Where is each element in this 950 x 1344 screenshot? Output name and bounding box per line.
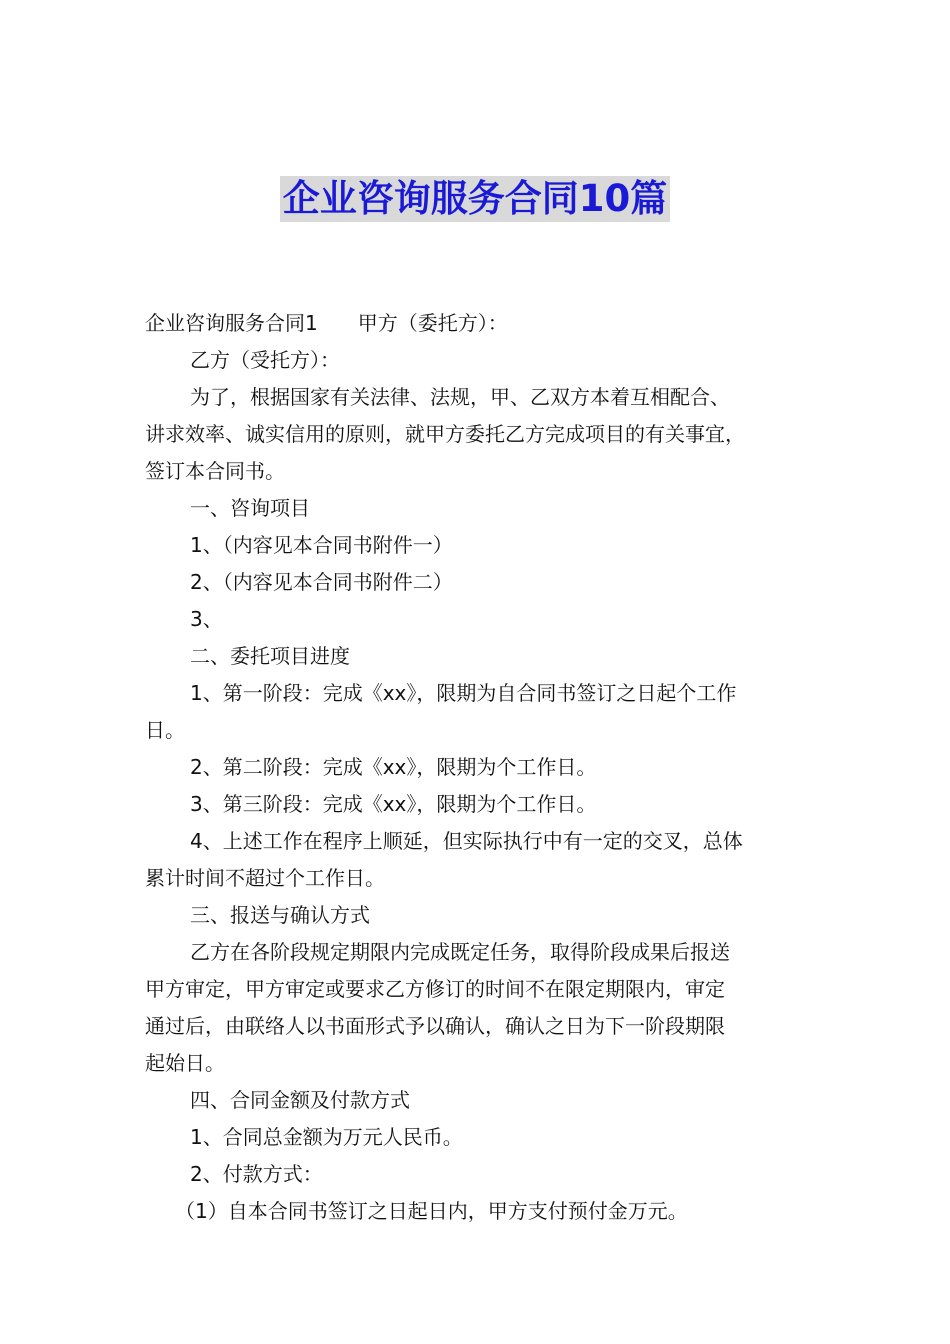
preamble-line-3: 签订本合同书。 (145, 459, 285, 483)
section-1-item-2: 2、（内容见本合同书附件二） (190, 570, 453, 594)
section-1-heading: 一、咨询项目 (190, 496, 310, 520)
title-container (0, 176, 950, 222)
section-2-item-2: 2、第二阶段：完成《xx》，限期为个工作日。 (190, 755, 597, 779)
section-2-item-1-line-2: 日。 (145, 718, 185, 742)
intro-heading: 企业咨询服务合同1 (145, 311, 318, 335)
document-title: 企业咨询服务合同10篇 (280, 176, 671, 222)
section-3-line-2: 甲方审定，甲方审定或要求乙方修订的时间不在限定期限内，审定 (145, 977, 725, 1001)
section-2-item-3: 3、第三阶段：完成《xx》，限期为个工作日。 (190, 792, 597, 816)
party-a: 甲方（委托方）： (357, 311, 508, 335)
section-3-heading: 三、报送与确认方式 (190, 903, 370, 927)
section-2-item-1-line-1: 1、第一阶段：完成《xx》，限期为自合同书签订之日起个工作 (190, 681, 737, 705)
section-2-heading: 二、委托项目进度 (190, 644, 350, 668)
section-3-line-3: 通过后，由联络人以书面形式予以确认，确认之日为下一阶段期限 (145, 1014, 725, 1038)
section-1-item-1: 1、（内容见本合同书附件一） (190, 533, 453, 557)
section-2-item-4-line-1: 4、上述工作在程序上顺延，但实际执行中有一定的交叉，总体 (190, 829, 743, 853)
section-4-item-2-sub-1: （1）自本合同书签订之日起日内，甲方支付预付金万元。 (175, 1199, 688, 1223)
preamble-line-2: 讲求效率、诚实信用的原则，就甲方委托乙方完成项目的有关事宜， (145, 422, 745, 446)
intro-line (145, 305, 813, 342)
document-body (145, 305, 813, 1230)
section-4-item-1: 1、合同总金额为万元人民币。 (190, 1125, 463, 1149)
section-3-line-4: 起始日。 (145, 1051, 225, 1075)
party-b: 乙方（受托方）： (190, 348, 340, 372)
section-4-item-2: 2、付款方式： (190, 1162, 323, 1186)
section-3-line-1: 乙方在各阶段规定期限内完成既定任务，取得阶段成果后报送 (190, 940, 730, 964)
section-4-heading: 四、合同金额及付款方式 (190, 1088, 410, 1112)
section-2-item-4-line-2: 累计时间不超过个工作日。 (145, 866, 385, 890)
section-1-item-3: 3、 (190, 607, 223, 631)
preamble-line-1: 为了，根据国家有关法律、法规，甲、乙双方本着互相配合、 (190, 385, 730, 409)
